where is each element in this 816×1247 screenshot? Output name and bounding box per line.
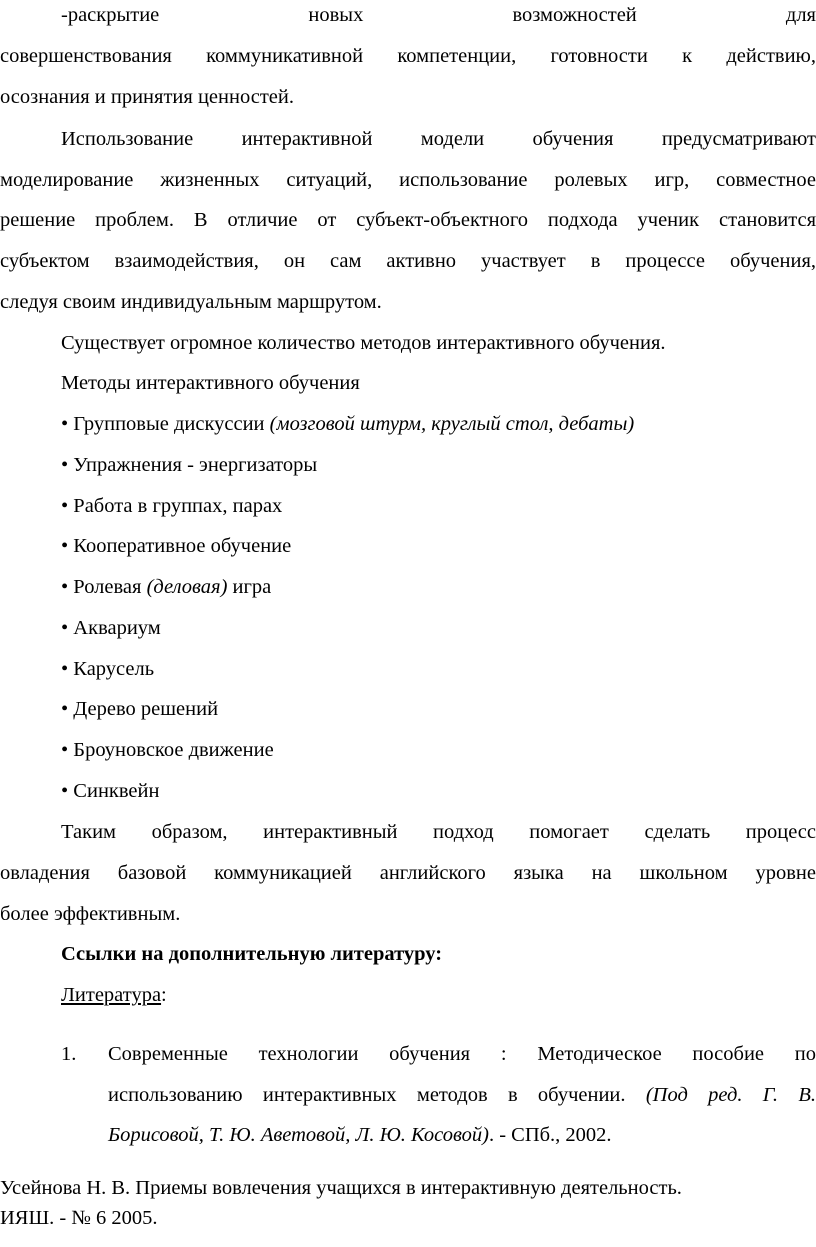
reference-2-line-2: ИЯШ. - № 6 2005. [0,1207,158,1229]
method-item: • Карусель [61,658,155,680]
paragraph-1-line-3: осознания и принятия ценностей. [0,86,294,108]
method-item: • Кооперативное обучение [61,535,292,557]
method-item: • Аквариум [61,617,161,639]
method-item: • Работа в группах, парах [61,495,283,517]
paragraph-2-line-3: решение проблем. В отличие от субъект-объектного подхода ученик становится [0,209,816,231]
method-note: (деловая) [146,576,228,598]
literature-label: Литература: [61,984,167,1006]
paragraph-2-line-5: следуя своим индивидуальным маршрутом. [0,291,382,313]
reference-1-line-1: Современные технологии обучения : Методическое пособие по [108,1043,816,1065]
paragraph-2-line-2: моделирование жизненных ситуаций, использование ролевых игр, совместное [0,169,816,191]
reference-1-line-2: использованию интерактивных методов в обучении. (Под ред. Г. В. [108,1084,816,1106]
paragraph-3: Существует огромное количество методов интерактивного обучения. [61,332,666,354]
paragraph-2-line-4: субъектом взаимодействия, он сам активно участвует в процессе обучения, [0,250,816,272]
method-item: • Дерево решений [61,698,219,720]
paragraph-1-line-1: -раскрытие новых возможностей для [61,4,816,26]
method-item: • Групповые дискуссии (мозговой штурм, круглый стол, дебаты) [61,413,635,435]
method-item: • Упражнения - энергизаторы [61,454,318,476]
method-item: • Синквейн [61,780,160,802]
paragraph-2-line-1: Использование интерактивной модели обучения предусматривают [61,128,816,150]
methods-heading: Методы интерактивного обучения [61,372,360,394]
conclusion-line-1: Таким образом, интерактивный подход помогает сделать процесс [61,821,816,843]
reference-1 [0,1041,816,1067]
reference-2-line-1: Усейнова Н. В. Приемы вовлечения учащихся в интерактивную деятельность. [0,1177,682,1199]
links-heading: Ссылки на дополнительную литературу: [61,943,443,965]
conclusion-line-2: овладения базовой коммуникацией английского языка на школьном уровне [0,862,816,884]
method-note: (мозговой штурм, круглый стол, дебаты) [269,413,635,435]
method-item: • Броуновское движение [61,739,274,761]
reference-1-line-3: Борисовой, Т. Ю. Аветовой, Л. Ю. Косовой). - СПб., 2002. [108,1124,612,1146]
reference-number: 1. [61,1043,77,1065]
paragraph-1-line-2: совершенствования коммуникативной компетенции, готовности к действию, [0,45,816,67]
method-item: • Ролевая (деловая) игра [61,576,272,598]
conclusion-line-3: более эффективным. [0,903,181,925]
